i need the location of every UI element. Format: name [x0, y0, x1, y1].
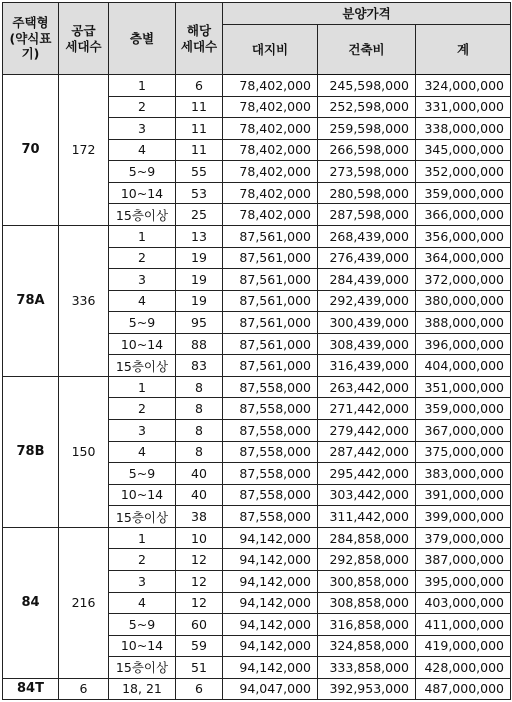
- table-row: [3, 678, 511, 699]
- cell-floor: 4: [109, 139, 176, 161]
- cell-floor: 5~9: [109, 614, 176, 636]
- cell-build: 287,442,000: [318, 441, 416, 463]
- header-total: [416, 25, 511, 75]
- cell-units: 51: [176, 657, 223, 679]
- header-land: [223, 25, 318, 75]
- cell-build: 280,598,000: [318, 182, 416, 204]
- cell-units: 10: [176, 527, 223, 549]
- cell-build: 333,858,000: [318, 657, 416, 679]
- cell-floor: 1: [109, 75, 176, 97]
- cell-supply: 150: [59, 376, 109, 527]
- cell-units: 59: [176, 635, 223, 657]
- cell-build: 292,439,000: [318, 290, 416, 312]
- cell-floor: 5~9: [109, 312, 176, 334]
- cell-build: 324,858,000: [318, 635, 416, 657]
- table-row: [3, 75, 511, 97]
- cell-build: 308,858,000: [318, 592, 416, 614]
- cell-units: 83: [176, 355, 223, 377]
- cell-build: 284,439,000: [318, 269, 416, 291]
- cell-land: 87,561,000: [223, 225, 318, 247]
- cell-units: 19: [176, 269, 223, 291]
- cell-build: 300,858,000: [318, 570, 416, 592]
- cell-total: 419,000,000: [416, 635, 511, 657]
- cell-build: 252,598,000: [318, 96, 416, 118]
- cell-total: 364,000,000: [416, 247, 511, 269]
- cell-total: 324,000,000: [416, 75, 511, 97]
- cell-units: 55: [176, 161, 223, 183]
- cell-land: 87,558,000: [223, 398, 318, 420]
- cell-total: 356,000,000: [416, 225, 511, 247]
- cell-build: 273,598,000: [318, 161, 416, 183]
- cell-units: 60: [176, 614, 223, 636]
- cell-land: 94,047,000: [223, 678, 318, 699]
- cell-build: 392,953,000: [318, 678, 416, 699]
- header-supply: [59, 3, 109, 75]
- cell-total: 345,000,000: [416, 139, 511, 161]
- cell-units: 11: [176, 118, 223, 140]
- cell-total: 359,000,000: [416, 398, 511, 420]
- cell-total: 387,000,000: [416, 549, 511, 571]
- cell-floor: 10~14: [109, 484, 176, 506]
- cell-floor: 15층이상: [109, 204, 176, 226]
- cell-floor: 15층이상: [109, 506, 176, 528]
- header-type-label: 주택형 (약식표기): [9, 15, 52, 62]
- cell-supply: 6: [59, 678, 109, 699]
- cell-build: 279,442,000: [318, 420, 416, 442]
- header-land-label: 대지비: [251, 41, 289, 57]
- cell-land: 78,402,000: [223, 161, 318, 183]
- cell-floor: 3: [109, 269, 176, 291]
- cell-floor: 1: [109, 527, 176, 549]
- cell-type: 78A: [3, 225, 59, 376]
- cell-floor: 1: [109, 225, 176, 247]
- cell-total: 375,000,000: [416, 441, 511, 463]
- cell-land: 87,561,000: [223, 312, 318, 334]
- cell-land: 94,142,000: [223, 614, 318, 636]
- cell-units: 40: [176, 463, 223, 485]
- cell-type: 84T: [3, 678, 59, 699]
- header-units: [176, 3, 223, 75]
- cell-type: 78B: [3, 376, 59, 527]
- cell-floor: 5~9: [109, 161, 176, 183]
- cell-units: 19: [176, 247, 223, 269]
- cell-land: 94,142,000: [223, 592, 318, 614]
- cell-build: 292,858,000: [318, 549, 416, 571]
- cell-build: 245,598,000: [318, 75, 416, 97]
- cell-total: 388,000,000: [416, 312, 511, 334]
- cell-supply: 172: [59, 75, 109, 226]
- cell-floor: 2: [109, 247, 176, 269]
- cell-total: 367,000,000: [416, 420, 511, 442]
- cell-units: 8: [176, 420, 223, 442]
- cell-units: 8: [176, 398, 223, 420]
- cell-units: 6: [176, 678, 223, 699]
- cell-build: 266,598,000: [318, 139, 416, 161]
- cell-units: 11: [176, 96, 223, 118]
- cell-land: 78,402,000: [223, 139, 318, 161]
- cell-total: 391,000,000: [416, 484, 511, 506]
- cell-total: 352,000,000: [416, 161, 511, 183]
- table-row: [3, 527, 511, 549]
- cell-land: 87,558,000: [223, 506, 318, 528]
- cell-total: 411,000,000: [416, 614, 511, 636]
- cell-units: 95: [176, 312, 223, 334]
- table-row: [3, 376, 511, 398]
- cell-land: 78,402,000: [223, 204, 318, 226]
- cell-floor: 3: [109, 420, 176, 442]
- table-body: [3, 75, 511, 700]
- cell-total: 372,000,000: [416, 269, 511, 291]
- cell-units: 53: [176, 182, 223, 204]
- cell-build: 300,439,000: [318, 312, 416, 334]
- cell-total: 383,000,000: [416, 463, 511, 485]
- header-floor: [109, 3, 176, 75]
- cell-build: 287,598,000: [318, 204, 416, 226]
- cell-units: 40: [176, 484, 223, 506]
- cell-floor: 3: [109, 570, 176, 592]
- cell-type: 70: [3, 75, 59, 226]
- cell-floor: 10~14: [109, 635, 176, 657]
- cell-build: 316,439,000: [318, 355, 416, 377]
- cell-total: 366,000,000: [416, 204, 511, 226]
- cell-build: 311,442,000: [318, 506, 416, 528]
- header-supply-label: 공급 세대수: [65, 22, 102, 54]
- cell-build: 316,858,000: [318, 614, 416, 636]
- cell-land: 78,402,000: [223, 75, 318, 97]
- header-floor-label: 층별: [129, 30, 155, 46]
- header-total-label: 계: [456, 41, 470, 57]
- cell-build: 308,439,000: [318, 333, 416, 355]
- cell-build: 263,442,000: [318, 376, 416, 398]
- cell-floor: 4: [109, 441, 176, 463]
- cell-supply: 216: [59, 527, 109, 678]
- cell-units: 11: [176, 139, 223, 161]
- cell-floor: 1: [109, 376, 176, 398]
- header-units-label: 해당 세대수: [180, 22, 218, 54]
- cell-units: 88: [176, 333, 223, 355]
- cell-land: 94,142,000: [223, 570, 318, 592]
- cell-total: 380,000,000: [416, 290, 511, 312]
- header-build-label: 건축비: [348, 41, 385, 57]
- table-header: [3, 3, 511, 75]
- cell-floor: 5~9: [109, 463, 176, 485]
- cell-land: 87,561,000: [223, 290, 318, 312]
- cell-floor: 2: [109, 549, 176, 571]
- cell-total: 331,000,000: [416, 96, 511, 118]
- cell-land: 87,558,000: [223, 441, 318, 463]
- cell-units: 12: [176, 549, 223, 571]
- cell-supply: 336: [59, 225, 109, 376]
- cell-land: 94,142,000: [223, 527, 318, 549]
- cell-land: 87,558,000: [223, 463, 318, 485]
- cell-land: 94,142,000: [223, 549, 318, 571]
- cell-total: 338,000,000: [416, 118, 511, 140]
- cell-units: 8: [176, 441, 223, 463]
- cell-build: 276,439,000: [318, 247, 416, 269]
- cell-units: 38: [176, 506, 223, 528]
- cell-build: 268,439,000: [318, 225, 416, 247]
- header-price-group: [223, 3, 511, 25]
- cell-total: 351,000,000: [416, 376, 511, 398]
- cell-land: 94,142,000: [223, 657, 318, 679]
- cell-build: 259,598,000: [318, 118, 416, 140]
- cell-floor: 3: [109, 118, 176, 140]
- cell-build: 303,442,000: [318, 484, 416, 506]
- cell-total: 399,000,000: [416, 506, 511, 528]
- cell-land: 78,402,000: [223, 182, 318, 204]
- cell-units: 12: [176, 570, 223, 592]
- cell-type: 84: [3, 527, 59, 678]
- cell-floor: 4: [109, 290, 176, 312]
- cell-land: 87,561,000: [223, 269, 318, 291]
- cell-total: 403,000,000: [416, 592, 511, 614]
- cell-land: 94,142,000: [223, 635, 318, 657]
- header-price-group-label: 분양가격: [342, 5, 391, 21]
- cell-land: 87,561,000: [223, 333, 318, 355]
- cell-total: 359,000,000: [416, 182, 511, 204]
- cell-land: 78,402,000: [223, 118, 318, 140]
- cell-total: 404,000,000: [416, 355, 511, 377]
- cell-units: 25: [176, 204, 223, 226]
- cell-units: 13: [176, 225, 223, 247]
- header-build: [318, 25, 416, 75]
- cell-land: 87,558,000: [223, 420, 318, 442]
- cell-units: 6: [176, 75, 223, 97]
- cell-land: 87,558,000: [223, 376, 318, 398]
- cell-build: 271,442,000: [318, 398, 416, 420]
- cell-floor: 4: [109, 592, 176, 614]
- cell-total: 395,000,000: [416, 570, 511, 592]
- cell-land: 87,558,000: [223, 484, 318, 506]
- cell-build: 284,858,000: [318, 527, 416, 549]
- cell-units: 12: [176, 592, 223, 614]
- cell-land: 87,561,000: [223, 247, 318, 269]
- cell-floor: 2: [109, 96, 176, 118]
- header-type: [3, 3, 59, 75]
- cell-land: 78,402,000: [223, 96, 318, 118]
- price-table: [2, 2, 511, 700]
- cell-floor: 10~14: [109, 333, 176, 355]
- cell-floor: 2: [109, 398, 176, 420]
- cell-units: 8: [176, 376, 223, 398]
- cell-total: 396,000,000: [416, 333, 511, 355]
- cell-build: 295,442,000: [318, 463, 416, 485]
- cell-floor: 15층이상: [109, 355, 176, 377]
- cell-floor: 15층이상: [109, 657, 176, 679]
- table-row: [3, 225, 511, 247]
- cell-floor: 10~14: [109, 182, 176, 204]
- cell-total: 428,000,000: [416, 657, 511, 679]
- cell-total: 487,000,000: [416, 678, 511, 699]
- cell-units: 19: [176, 290, 223, 312]
- cell-total: 379,000,000: [416, 527, 511, 549]
- cell-land: 87,561,000: [223, 355, 318, 377]
- cell-floor: 18, 21: [109, 678, 176, 699]
